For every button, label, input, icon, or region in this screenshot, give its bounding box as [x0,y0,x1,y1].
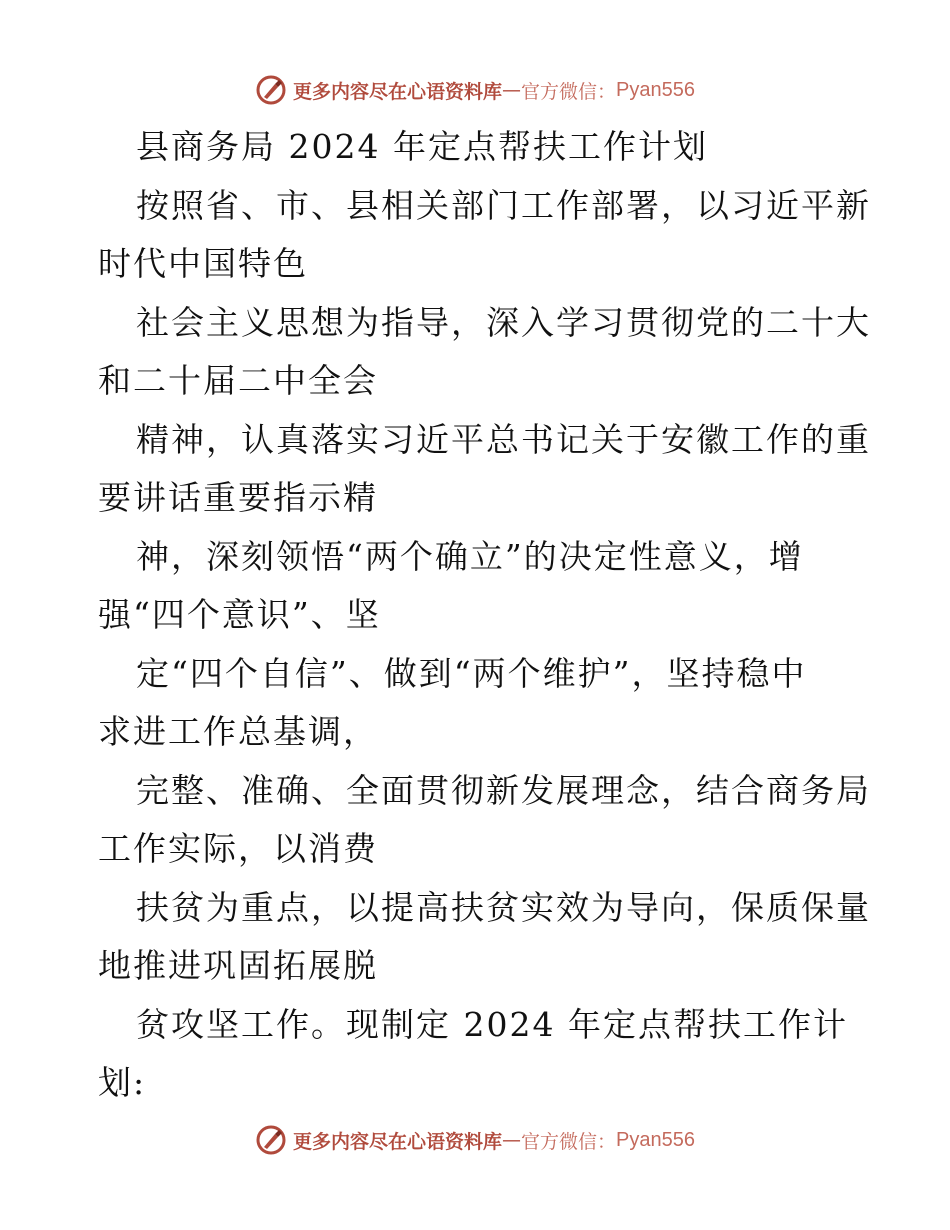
watermark-brand: 更多内容尽在心语资料库 [293,80,503,103]
watermark-brand: 更多内容尽在心语资料库 [293,1130,503,1153]
text-line: 按照省、市、县相关部门工作部署，以习近平新 [136,185,871,225]
footer-watermark [0,1120,950,1160]
header-watermark [0,70,950,110]
text-line: 时代中国特色 [98,244,308,283]
watermark-wechat-label: 官方微信： [521,1130,617,1153]
pen-logo-icon [255,1124,287,1156]
text-line: 神，深刻领悟“两个确立”的决定性意义，增 [136,536,804,576]
text-line: 扶贫为重点，以提高扶贫实效为导向，保质保量 [136,887,871,927]
watermark-separator: — [502,1129,522,1151]
text-line: 划: [98,1063,147,1102]
text-line: 求进工作总基调， [98,712,378,751]
text-line: 工作实际，以消费 [98,829,378,868]
text-line: 贫攻坚工作。现制定 2024 年定点帮扶工作计 [136,1004,848,1044]
text-line: 定“四个自信”、做到“两个维护”，坚持稳中 [136,653,807,693]
watermark-wechat-label: 官方微信： [521,80,617,103]
watermark-separator: — [502,79,522,101]
text-line: 要讲话重要指示精 [98,478,378,517]
pen-logo-icon [255,74,287,106]
text-line: 社会主义思想为指导，深入学习贯彻党的二十大 [136,302,871,342]
document-body [98,118,871,1113]
text-line: 精神，认真落实习近平总书记关于安徽工作的重 [136,419,871,459]
document-title: 县商务局 2024 年定点帮扶工作计划 [136,127,708,166]
text-line: 强“四个意识”、坚 [98,595,381,634]
watermark-wechat-id: Pyan556 [616,1128,695,1151]
text-line: 地推进巩固拓展脱 [98,946,378,985]
text-line: 和二十届二中全会 [98,361,378,400]
text-line: 完整、准确、全面贯彻新发展理念，结合商务局 [136,770,871,810]
watermark-wechat-id: Pyan556 [616,78,695,101]
